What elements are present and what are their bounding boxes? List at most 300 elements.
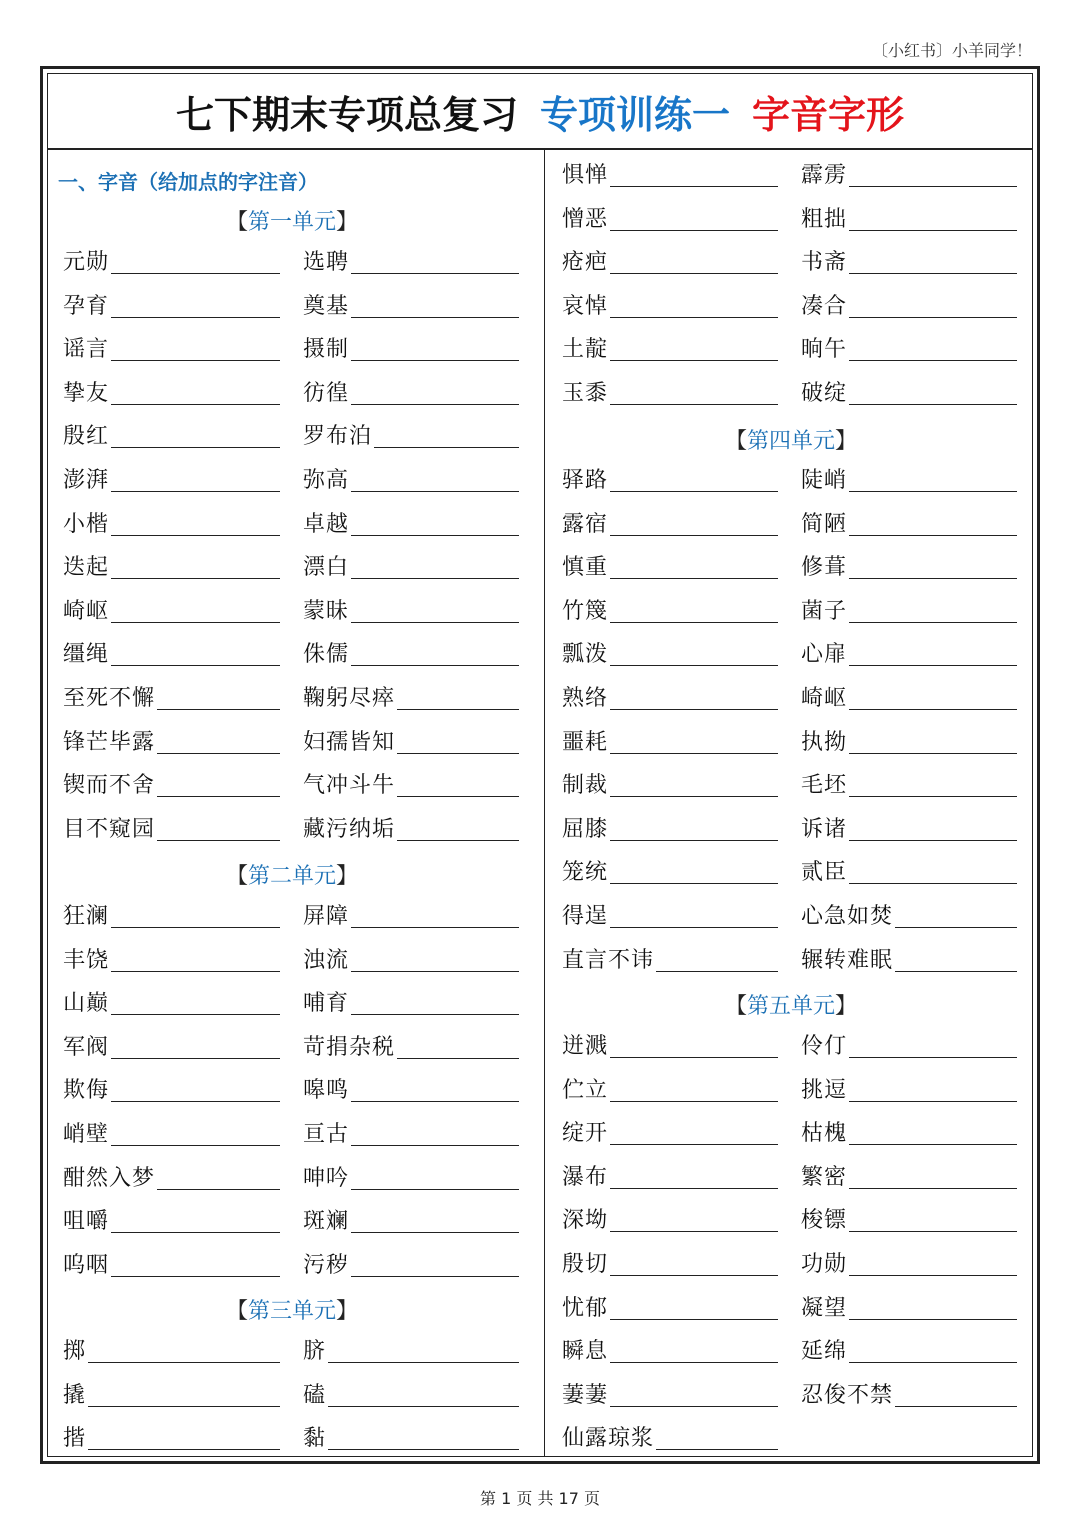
answer-blank[interactable] [328, 1448, 519, 1450]
pinyin-item [63, 987, 280, 1017]
answer-blank[interactable] [351, 577, 519, 579]
answer-blank[interactable] [610, 185, 778, 187]
answer-blank[interactable] [111, 403, 280, 405]
item-word: 深坳 [562, 1208, 609, 1234]
pinyin-item [303, 900, 519, 930]
pinyin-item [562, 377, 778, 407]
pinyin-item [562, 246, 778, 276]
answer-blank[interactable] [849, 1318, 1017, 1320]
pinyin-item [801, 159, 1017, 189]
answer-blank[interactable] [111, 577, 280, 579]
answer-blank[interactable] [849, 1100, 1017, 1102]
answer-blank[interactable] [397, 839, 519, 841]
pinyin-item [303, 290, 519, 320]
answer-blank[interactable] [351, 621, 519, 623]
answer-blank[interactable] [111, 1275, 280, 1277]
item-word: 屏障 [303, 904, 350, 929]
answer-blank[interactable] [328, 1361, 519, 1363]
item-word: 元勋 [63, 250, 110, 275]
item-word: 凑合 [801, 293, 848, 319]
answer-blank[interactable] [895, 1405, 1017, 1407]
item-word: 军阀 [63, 1034, 110, 1060]
item-word: 哀悼 [562, 293, 609, 319]
pinyin-item [303, 944, 519, 974]
pinyin-item [801, 769, 1017, 799]
item-word: 咀嚼 [63, 1209, 110, 1235]
item-word: 崎岖 [63, 598, 110, 624]
answer-blank[interactable] [351, 926, 519, 928]
answer-blank[interactable] [610, 1318, 778, 1320]
pinyin-item [63, 682, 280, 712]
answer-blank[interactable] [111, 359, 280, 361]
item-word: 霹雳 [801, 163, 848, 188]
item-word: 呻吟 [303, 1165, 350, 1191]
pinyin-item [63, 290, 280, 320]
answer-blank[interactable] [111, 316, 280, 318]
bracket-close: 】 [336, 1299, 359, 1324]
item-word: 弥高 [303, 468, 350, 493]
title-part1: 七下期末专项总复习 [175, 92, 518, 137]
item-word: 掷 [63, 1339, 87, 1364]
item-word: 惧惮 [562, 163, 609, 188]
pinyin-item [801, 1030, 1017, 1060]
pinyin-item [303, 1379, 519, 1409]
pinyin-item [562, 1161, 778, 1191]
answer-blank[interactable] [610, 795, 778, 797]
answer-blank[interactable] [111, 272, 280, 274]
pinyin-item [63, 551, 280, 581]
answer-blank[interactable] [111, 1231, 280, 1233]
answer-blank[interactable] [610, 1100, 778, 1102]
item-word: 摄制 [303, 337, 350, 363]
pinyin-item [303, 420, 519, 450]
answer-blank[interactable] [157, 839, 280, 841]
item-word: 晌午 [801, 337, 848, 363]
item-word: 伶仃 [801, 1034, 848, 1059]
answer-blank[interactable] [111, 1144, 280, 1146]
item-word: 心急如焚 [801, 904, 894, 929]
answer-blank[interactable] [111, 446, 280, 448]
answer-blank[interactable] [895, 970, 1017, 972]
answer-blank[interactable] [610, 534, 778, 536]
pinyin-item [801, 1379, 1017, 1409]
pinyin-item [801, 1117, 1017, 1147]
bracket-open: 【 [225, 210, 248, 235]
answer-blank[interactable] [111, 664, 280, 666]
item-word: 简陋 [801, 511, 848, 537]
item-word: 嗥鸣 [303, 1078, 350, 1104]
pinyin-item [801, 551, 1017, 581]
item-word: 贰臣 [801, 860, 848, 886]
pinyin-item [562, 1422, 778, 1452]
item-word: 小楷 [63, 511, 110, 537]
item-word: 直言不讳 [562, 947, 655, 973]
pinyin-item [303, 682, 519, 712]
answer-blank[interactable] [610, 1056, 778, 1058]
answer-blank[interactable] [849, 708, 1017, 710]
answer-blank[interactable] [849, 229, 1017, 231]
pinyin-item [562, 1117, 778, 1147]
item-word: 竹篾 [562, 598, 609, 624]
pinyin-item [801, 900, 1017, 930]
answer-blank[interactable] [656, 1448, 778, 1450]
answer-blank[interactable] [351, 490, 519, 492]
item-word: 心扉 [801, 642, 848, 668]
item-word: 瓢泼 [562, 642, 609, 668]
pinyin-item [303, 1074, 519, 1104]
answer-blank[interactable] [88, 1448, 280, 1450]
pinyin-item [63, 769, 280, 799]
item-word: 脐 [303, 1339, 327, 1364]
unit-label: 第二单元 [247, 864, 336, 889]
answer-blank[interactable] [111, 621, 280, 623]
answer-blank[interactable] [111, 926, 280, 928]
item-word: 憎恶 [562, 206, 609, 232]
pinyin-item [801, 290, 1017, 320]
pinyin-item [303, 551, 519, 581]
worksheet-frame [40, 66, 1040, 1464]
answer-blank[interactable] [656, 970, 778, 972]
answer-blank[interactable] [849, 664, 1017, 666]
answer-blank[interactable] [610, 708, 778, 710]
answer-blank[interactable] [157, 752, 280, 754]
pinyin-item [63, 1074, 280, 1104]
pinyin-item [63, 1335, 280, 1365]
item-word: 瀑布 [562, 1164, 609, 1190]
pinyin-item [63, 377, 280, 407]
pinyin-item [63, 1422, 280, 1452]
item-word: 笼统 [562, 860, 609, 886]
pinyin-item [303, 464, 519, 494]
pinyin-item [63, 420, 280, 450]
item-word: 执拗 [801, 729, 848, 755]
unit-heading-u2 [192, 859, 392, 890]
answer-blank[interactable] [849, 272, 1017, 274]
item-word: 慎重 [562, 555, 609, 581]
item-word: 峭壁 [63, 1122, 110, 1147]
answer-blank[interactable] [374, 446, 519, 448]
item-word: 梭镖 [801, 1208, 848, 1234]
pinyin-item [562, 290, 778, 320]
item-word: 缰绳 [63, 642, 110, 668]
column-divider [544, 150, 545, 1456]
answer-blank[interactable] [849, 577, 1017, 579]
answer-blank[interactable] [610, 1143, 778, 1145]
item-word: 挚友 [63, 380, 110, 406]
answer-blank[interactable] [849, 1361, 1017, 1363]
item-word: 崎岖 [801, 686, 848, 711]
pinyin-item [801, 944, 1017, 974]
item-word: 忧郁 [562, 1295, 609, 1321]
answer-blank[interactable] [610, 1274, 778, 1276]
pinyin-item [562, 1030, 778, 1060]
pinyin-item [562, 464, 778, 494]
answer-blank[interactable] [351, 1231, 519, 1233]
item-word: 鞠躬尽瘁 [303, 686, 396, 711]
answer-blank[interactable] [610, 1405, 778, 1407]
pinyin-item [303, 377, 519, 407]
item-word: 菌子 [801, 598, 848, 624]
pinyin-item [562, 813, 778, 843]
answer-blank[interactable] [351, 1013, 519, 1015]
pinyin-item [63, 813, 280, 843]
answer-blank[interactable] [328, 1405, 519, 1407]
answer-blank[interactable] [351, 359, 519, 361]
item-word: 锋芒毕露 [63, 729, 156, 755]
item-word: 殷切 [562, 1252, 609, 1277]
item-word: 酣然入梦 [63, 1165, 156, 1191]
pinyin-item [562, 508, 778, 538]
item-word: 丰饶 [63, 947, 110, 973]
pinyin-item [562, 1248, 778, 1278]
answer-blank[interactable] [610, 316, 778, 318]
answer-blank[interactable] [849, 185, 1017, 187]
answer-blank[interactable] [610, 1187, 778, 1189]
answer-blank[interactable] [610, 621, 778, 623]
answer-blank[interactable] [610, 272, 778, 274]
answer-blank[interactable] [610, 403, 778, 405]
pinyin-item [801, 638, 1017, 668]
item-word: 仙露琼浆 [562, 1426, 655, 1452]
bracket-open: 【 [225, 864, 248, 889]
pinyin-item [562, 638, 778, 668]
answer-blank[interactable] [88, 1361, 280, 1363]
item-word: 哺育 [303, 991, 350, 1017]
answer-blank[interactable] [849, 1274, 1017, 1276]
answer-blank[interactable] [610, 664, 778, 666]
answer-blank[interactable] [351, 1188, 519, 1190]
answer-blank[interactable] [849, 1187, 1017, 1189]
answer-blank[interactable] [849, 534, 1017, 536]
pinyin-item [63, 333, 280, 363]
pinyin-item [63, 1031, 280, 1061]
pinyin-item [303, 1031, 519, 1061]
bracket-close: 】 [835, 429, 858, 454]
pinyin-item [562, 769, 778, 799]
answer-blank[interactable] [849, 752, 1017, 754]
answer-blank[interactable] [610, 1361, 778, 1363]
pinyin-item [801, 377, 1017, 407]
answer-blank[interactable] [111, 534, 280, 536]
answer-blank[interactable] [849, 1230, 1017, 1232]
item-word: 毛坯 [801, 773, 848, 799]
page-title [48, 74, 1032, 150]
pinyin-item [63, 900, 280, 930]
pinyin-item [303, 987, 519, 1017]
unit-label: 第四单元 [746, 429, 835, 454]
answer-blank[interactable] [351, 316, 519, 318]
item-word: 破绽 [801, 381, 848, 406]
pinyin-item [562, 595, 778, 625]
item-word: 漂白 [303, 555, 350, 581]
answer-blank[interactable] [111, 1100, 280, 1102]
answer-blank[interactable] [397, 795, 519, 797]
unit-label: 第三单元 [247, 1299, 336, 1324]
pinyin-item [562, 333, 778, 363]
item-word: 挑逗 [801, 1077, 848, 1103]
answer-blank[interactable] [849, 621, 1017, 623]
item-word: 黏 [303, 1426, 327, 1452]
pinyin-item [303, 508, 519, 538]
pinyin-item [63, 1205, 280, 1235]
answer-blank[interactable] [610, 752, 778, 754]
item-word: 玉黍 [562, 381, 609, 406]
pinyin-item [63, 246, 280, 276]
bracket-open: 【 [724, 429, 747, 454]
item-word: 萋萋 [562, 1382, 609, 1408]
answer-blank[interactable] [849, 839, 1017, 841]
bracket-open: 【 [724, 994, 747, 1019]
pinyin-item [801, 856, 1017, 886]
pinyin-item [303, 638, 519, 668]
answer-blank[interactable] [351, 664, 519, 666]
answer-blank[interactable] [849, 882, 1017, 884]
pinyin-item [801, 246, 1017, 276]
answer-blank[interactable] [610, 577, 778, 579]
pinyin-item [801, 682, 1017, 712]
bracket-close: 】 [835, 994, 858, 1019]
item-word: 污秽 [303, 1252, 350, 1278]
pinyin-item [801, 595, 1017, 625]
pinyin-item [801, 1335, 1017, 1365]
answer-blank[interactable] [610, 1230, 778, 1232]
answer-blank[interactable] [351, 970, 519, 972]
pinyin-item [562, 551, 778, 581]
answer-blank[interactable] [111, 1013, 280, 1015]
pinyin-item [562, 159, 778, 189]
item-word: 山巅 [63, 991, 110, 1017]
item-word: 澎湃 [63, 468, 110, 493]
pinyin-item [303, 1118, 519, 1148]
item-word: 忍俊不禁 [801, 1382, 894, 1408]
answer-blank[interactable] [397, 752, 519, 754]
item-word: 彷徨 [303, 380, 350, 406]
item-word: 土靛 [562, 337, 609, 363]
answer-blank[interactable] [849, 1143, 1017, 1145]
answer-blank[interactable] [351, 534, 519, 536]
pinyin-item [562, 682, 778, 712]
answer-blank[interactable] [849, 795, 1017, 797]
pinyin-item [63, 1118, 280, 1148]
pinyin-item [562, 726, 778, 756]
unit-label: 第五单元 [746, 994, 835, 1019]
answer-blank[interactable] [610, 839, 778, 841]
pinyin-item [562, 900, 778, 930]
bracket-open: 【 [225, 1299, 248, 1324]
item-word: 露宿 [562, 511, 609, 537]
item-word: 噩耗 [562, 729, 609, 755]
item-word: 孕育 [63, 293, 110, 319]
pinyin-item [562, 1292, 778, 1322]
answer-blank[interactable] [610, 882, 778, 884]
worksheet-inner [47, 73, 1033, 1457]
answer-blank[interactable] [849, 316, 1017, 318]
pinyin-item [303, 769, 519, 799]
pinyin-item [801, 1204, 1017, 1234]
answer-blank[interactable] [351, 272, 519, 274]
answer-blank[interactable] [397, 708, 519, 710]
item-word: 卓越 [303, 511, 350, 537]
item-word: 斑斓 [303, 1209, 350, 1235]
answer-blank[interactable] [111, 970, 280, 972]
pinyin-item [303, 1249, 519, 1279]
pinyin-item [562, 203, 778, 233]
pinyin-item [303, 1205, 519, 1235]
answer-blank[interactable] [895, 926, 1017, 928]
answer-blank[interactable] [849, 359, 1017, 361]
title-part3: 字音字形 [752, 92, 905, 137]
pinyin-item [303, 1422, 519, 1452]
answer-blank[interactable] [351, 1100, 519, 1102]
answer-blank[interactable] [351, 1144, 519, 1146]
answer-blank[interactable] [397, 1057, 519, 1059]
title-part2: 专项训练一 [539, 92, 730, 137]
pinyin-item [63, 1379, 280, 1409]
item-word: 迸溅 [562, 1034, 609, 1059]
answer-blank[interactable] [351, 403, 519, 405]
pinyin-item [303, 333, 519, 363]
unit-heading-u4 [691, 424, 891, 455]
pinyin-item [562, 1379, 778, 1409]
item-word: 呜咽 [63, 1252, 110, 1278]
pinyin-item [63, 726, 280, 756]
answer-blank[interactable] [351, 1275, 519, 1277]
answer-blank[interactable] [849, 490, 1017, 492]
item-word: 制裁 [562, 773, 609, 799]
pinyin-item [801, 333, 1017, 363]
pinyin-item [303, 246, 519, 276]
answer-blank[interactable] [111, 1057, 280, 1059]
item-word: 得逞 [562, 904, 609, 929]
item-word: 延绵 [801, 1339, 848, 1365]
item-word: 屈膝 [562, 816, 609, 842]
item-word: 功勋 [801, 1252, 848, 1277]
item-word: 诉诸 [801, 816, 848, 842]
pinyin-item [801, 1161, 1017, 1191]
answer-blank[interactable] [849, 1056, 1017, 1058]
item-word: 凝望 [801, 1295, 848, 1321]
pinyin-item [562, 1204, 778, 1234]
answer-blank[interactable] [157, 1188, 280, 1190]
item-word: 枯槐 [801, 1121, 848, 1147]
page-footer: 第 1 页 共 17 页 [480, 1489, 600, 1508]
answer-blank[interactable] [610, 359, 778, 361]
answer-blank[interactable] [157, 708, 280, 710]
pinyin-item [63, 595, 280, 625]
bracket-close: 】 [336, 864, 359, 889]
item-word: 熟络 [562, 686, 609, 711]
pinyin-item [801, 203, 1017, 233]
item-word: 锲而不舍 [63, 773, 156, 799]
item-word: 至死不懈 [63, 686, 156, 711]
unit-heading-u1 [192, 205, 392, 236]
item-word: 驿路 [562, 468, 609, 493]
item-word: 磕 [303, 1382, 327, 1408]
answer-blank[interactable] [610, 490, 778, 492]
bracket-close: 】 [336, 210, 359, 235]
item-word: 苛捐杂税 [303, 1034, 396, 1060]
item-word: 粗拙 [801, 206, 848, 232]
answer-blank[interactable] [849, 403, 1017, 405]
answer-blank[interactable] [610, 229, 778, 231]
answer-blank[interactable] [610, 926, 778, 928]
item-word: 奠基 [303, 293, 350, 319]
item-word: 书斋 [801, 250, 848, 276]
answer-blank[interactable] [88, 1405, 280, 1407]
item-word: 迭起 [63, 555, 110, 581]
answer-blank[interactable] [157, 795, 280, 797]
answer-blank[interactable] [111, 490, 280, 492]
